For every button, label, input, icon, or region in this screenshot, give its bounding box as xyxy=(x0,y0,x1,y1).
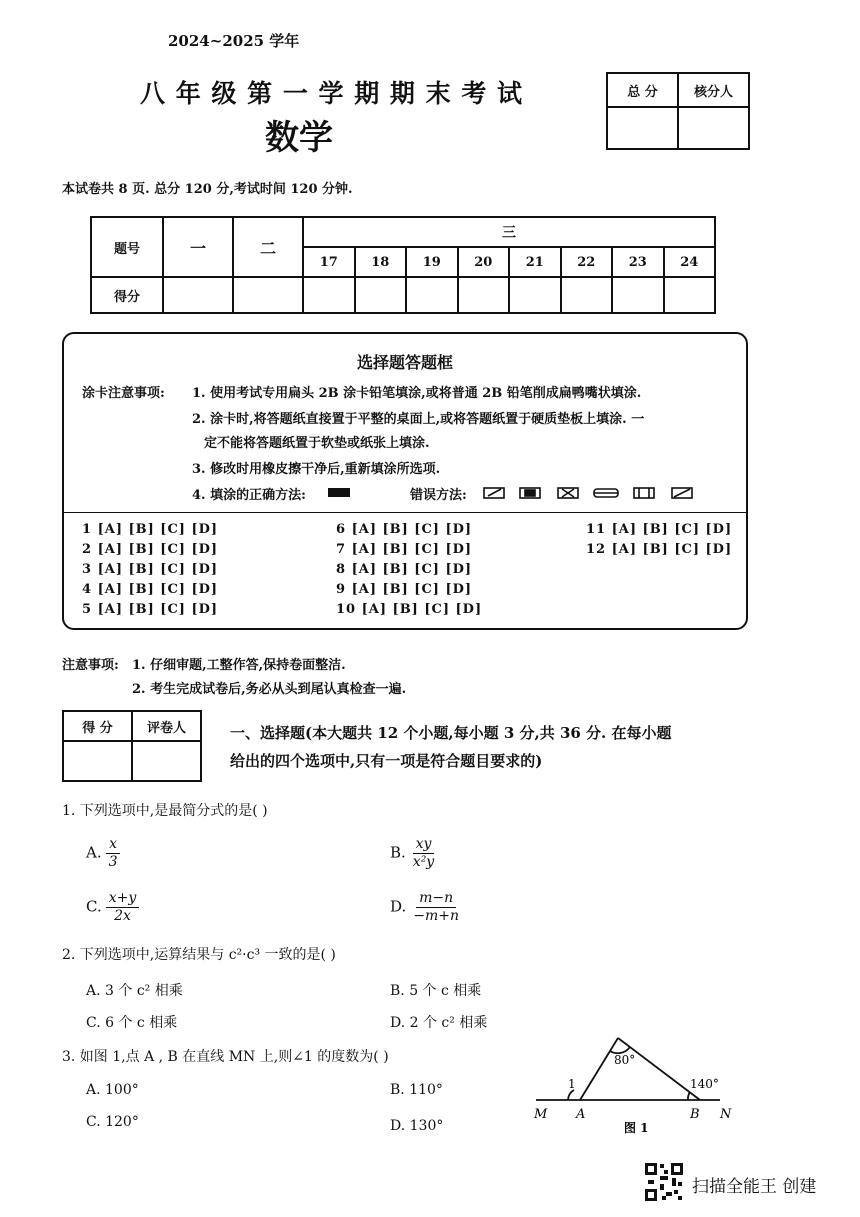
part-2-header: 二 xyxy=(233,217,303,277)
sub-question-header: 24 xyxy=(664,247,716,277)
part-1-header: 一 xyxy=(163,217,233,277)
notice-item-2: 2. 考生完成试卷后,务必从头到尾认真检查一遍. xyxy=(132,682,407,697)
total-score-box xyxy=(606,72,750,150)
numerator: m−n xyxy=(416,890,456,908)
score-row-label: 得分 xyxy=(91,277,163,313)
answer-options[interactable]: [A] [B] [C] [D] xyxy=(97,602,219,617)
answer-row[interactable] xyxy=(336,540,482,560)
answer-options[interactable]: [A] [B] [C] [D] xyxy=(611,522,733,537)
fraction xyxy=(410,836,437,871)
answer-box xyxy=(62,332,748,630)
score-cell[interactable] xyxy=(509,277,561,313)
watermark-text: 扫描全能王 创建 xyxy=(692,1177,817,1197)
question-number: 2 xyxy=(82,542,93,557)
total-score-cell[interactable] xyxy=(607,107,678,149)
answer-column-3 xyxy=(586,520,732,560)
angle-top-label: 80° xyxy=(614,1053,636,1067)
question-2-option-c[interactable]: C. 6 个 c 相乘 xyxy=(86,1015,178,1031)
option-label: B. xyxy=(390,843,406,862)
answer-row[interactable] xyxy=(336,600,482,620)
denominator: −m+n xyxy=(413,908,460,924)
question-1-option-b[interactable] xyxy=(390,836,437,871)
section-score-cell[interactable] xyxy=(63,741,132,781)
part-3-header: 三 xyxy=(303,217,715,247)
answer-box-note-1: 1. 使用考试专用扁头 2B 涂卡铅笔填涂,或将普通 2B 铅笔削成扁鸭嘴状填涂. xyxy=(192,386,642,401)
score-cell[interactable] xyxy=(406,277,458,313)
exam-title: 八 年 级 第 一 学 期 期 末 考 试 xyxy=(140,79,524,108)
denominator: 2x xyxy=(114,908,131,924)
answer-options[interactable]: [A] [B] [C] [D] xyxy=(361,602,483,617)
answer-box-notice-label: 涂卡注意事项: xyxy=(82,386,165,401)
answer-box-note-3: 3. 修改时用橡皮擦干净后,重新填涂所选项. xyxy=(192,462,441,477)
question-number: 3 xyxy=(82,562,93,577)
answer-row[interactable] xyxy=(586,540,732,560)
subject-title: 数学 xyxy=(265,118,333,158)
answer-options[interactable]: [A] [B] [C] [D] xyxy=(97,582,219,597)
grader-label: 评卷人 xyxy=(132,711,201,741)
question-number: 4 xyxy=(82,582,93,597)
score-cell[interactable] xyxy=(664,277,716,313)
question-2-stem: 2. 下列选项中,运算结果与 c²·c³ 一致的是( ) xyxy=(62,947,336,963)
question-number: 7 xyxy=(336,542,347,557)
answer-row[interactable] xyxy=(336,580,482,600)
answer-row[interactable] xyxy=(82,560,218,580)
score-cell[interactable] xyxy=(355,277,407,313)
score-cell[interactable] xyxy=(303,277,355,313)
option-label: A. xyxy=(86,843,102,862)
checker-label: 核分人 xyxy=(678,73,749,107)
numerator: x xyxy=(106,836,120,854)
answer-box-title: 选择题答题框 xyxy=(356,353,453,372)
question-1-option-c[interactable] xyxy=(86,890,139,925)
sub-question-header: 23 xyxy=(612,247,664,277)
denominator: x²y xyxy=(412,854,435,870)
answer-options[interactable]: [A] [B] [C] [D] xyxy=(97,542,219,557)
question-number: 10 xyxy=(336,602,357,617)
answer-row[interactable] xyxy=(82,540,218,560)
sub-question-header: 20 xyxy=(458,247,510,277)
angle-arc-1 xyxy=(568,1090,574,1100)
fraction xyxy=(410,890,462,925)
wrong-method-label: 错误方法: xyxy=(410,488,467,503)
notice-label: 注意事项: xyxy=(62,658,119,673)
answer-options[interactable]: [A] [B] [C] [D] xyxy=(351,522,473,537)
question-number: 12 xyxy=(586,542,607,557)
total-score-label: 总 分 xyxy=(607,73,678,107)
qr-code-icon xyxy=(644,1162,684,1202)
sub-question-header: 22 xyxy=(561,247,613,277)
question-1-option-a[interactable] xyxy=(86,836,121,871)
question-3-option-a[interactable]: A. 100° xyxy=(86,1082,139,1098)
question-3-option-d[interactable]: D. 130° xyxy=(390,1118,444,1134)
answer-options[interactable]: [A] [B] [C] [D] xyxy=(611,542,733,557)
question-2-option-a[interactable]: A. 3 个 c² 相乘 xyxy=(86,983,183,999)
answer-row[interactable] xyxy=(336,520,482,540)
score-cell[interactable] xyxy=(163,277,233,313)
answer-options[interactable]: [A] [B] [C] [D] xyxy=(97,522,219,537)
exam-intro: 本试卷共 8 页. 总分 120 分,考试时间 120 分钟. xyxy=(62,182,353,197)
sub-question-header: 19 xyxy=(406,247,458,277)
answer-box-note-2: 2. 涂卡时,将答题纸直接置于平整的桌面上,或将答题纸置于硬质垫板上填涂. 一 xyxy=(192,412,645,427)
option-label: C. xyxy=(86,897,102,916)
figure-caption: 图 1 xyxy=(624,1121,649,1135)
checker-cell[interactable] xyxy=(678,107,749,149)
answer-row[interactable] xyxy=(336,560,482,580)
section-1-heading: 一、选择题(本大题共 12 个小题,每小题 3 分,共 36 分. 在每小题 xyxy=(230,724,672,742)
sub-question-header: 18 xyxy=(355,247,407,277)
correct-method-label: 4. 填涂的正确方法: xyxy=(192,488,306,503)
angle-1-label: 1 xyxy=(568,1077,576,1091)
score-cell[interactable] xyxy=(612,277,664,313)
school-year: 2024~2025 学年 xyxy=(168,32,300,50)
answer-options[interactable]: [A] [B] [C] [D] xyxy=(351,562,473,577)
point-a-label: A xyxy=(576,1107,586,1122)
point-n-label: N xyxy=(720,1107,732,1122)
question-3-stem: 3. 如图 1,点 A , B 在直线 MN 上,则∠1 的度数为( ) xyxy=(62,1049,389,1065)
notice-item-1: 1. 仔细审题,工整作答,保持卷面整洁. xyxy=(132,658,346,673)
point-m-label: M xyxy=(534,1107,548,1122)
question-number: 11 xyxy=(586,522,607,537)
sub-question-header: 21 xyxy=(509,247,561,277)
answer-row[interactable] xyxy=(82,580,218,600)
question-number: 6 xyxy=(336,522,347,537)
wrong-method-icons xyxy=(482,484,702,502)
question-number: 1 xyxy=(82,522,93,537)
option-label: D. xyxy=(390,897,407,916)
angle-arc-b xyxy=(688,1092,690,1100)
answer-box-divider xyxy=(64,512,746,513)
figure-1-triangle xyxy=(530,1030,740,1140)
answer-options[interactable]: [A] [B] [C] [D] xyxy=(351,542,473,557)
answer-options[interactable]: [A] [B] [C] [D] xyxy=(97,562,219,577)
score-cell[interactable] xyxy=(561,277,613,313)
fraction xyxy=(106,890,140,925)
answer-column-2 xyxy=(336,520,482,620)
question-1-option-d[interactable] xyxy=(390,890,462,925)
question-number: 8 xyxy=(336,562,347,577)
section-1-heading-cont: 给出的四个选项中,只有一项是符合题目要求的) xyxy=(230,752,543,770)
score-cell[interactable] xyxy=(233,277,303,313)
question-2-option-d[interactable]: D. 2 个 c² 相乘 xyxy=(390,1015,488,1031)
question-1-stem: 1. 下列选项中,是最简分式的是( ) xyxy=(62,803,268,819)
question-2-option-b[interactable]: B. 5 个 c 相乘 xyxy=(390,983,482,999)
answer-options[interactable]: [A] [B] [C] [D] xyxy=(351,582,473,597)
score-label: 得 分 xyxy=(63,711,132,741)
question-number: 5 xyxy=(82,602,93,617)
denominator: 3 xyxy=(108,854,118,870)
answer-row[interactable] xyxy=(82,600,218,620)
question-number: 9 xyxy=(336,582,347,597)
sub-question-header: 17 xyxy=(303,247,355,277)
answer-row[interactable] xyxy=(82,520,218,540)
score-table xyxy=(90,216,716,314)
answer-column-1 xyxy=(82,520,218,620)
grader-box xyxy=(62,710,202,782)
question-3-option-c[interactable]: C. 120° xyxy=(86,1114,139,1130)
side-a-top xyxy=(580,1038,618,1100)
grader-cell[interactable] xyxy=(132,741,201,781)
numerator: x+y xyxy=(106,890,140,908)
score-cell[interactable] xyxy=(458,277,510,313)
question-3-option-b[interactable]: B. 110° xyxy=(390,1082,443,1098)
numerator: xy xyxy=(413,836,435,854)
correct-fill-example xyxy=(328,488,350,497)
answer-row[interactable] xyxy=(586,520,732,540)
question-number-label: 题号 xyxy=(91,217,163,277)
fraction xyxy=(106,836,121,871)
point-b-label: B xyxy=(690,1107,700,1122)
answer-box-note-2b: 定不能将答题纸置于软垫或纸张上填涂. xyxy=(204,436,430,451)
angle-right-label: 140° xyxy=(690,1077,719,1091)
